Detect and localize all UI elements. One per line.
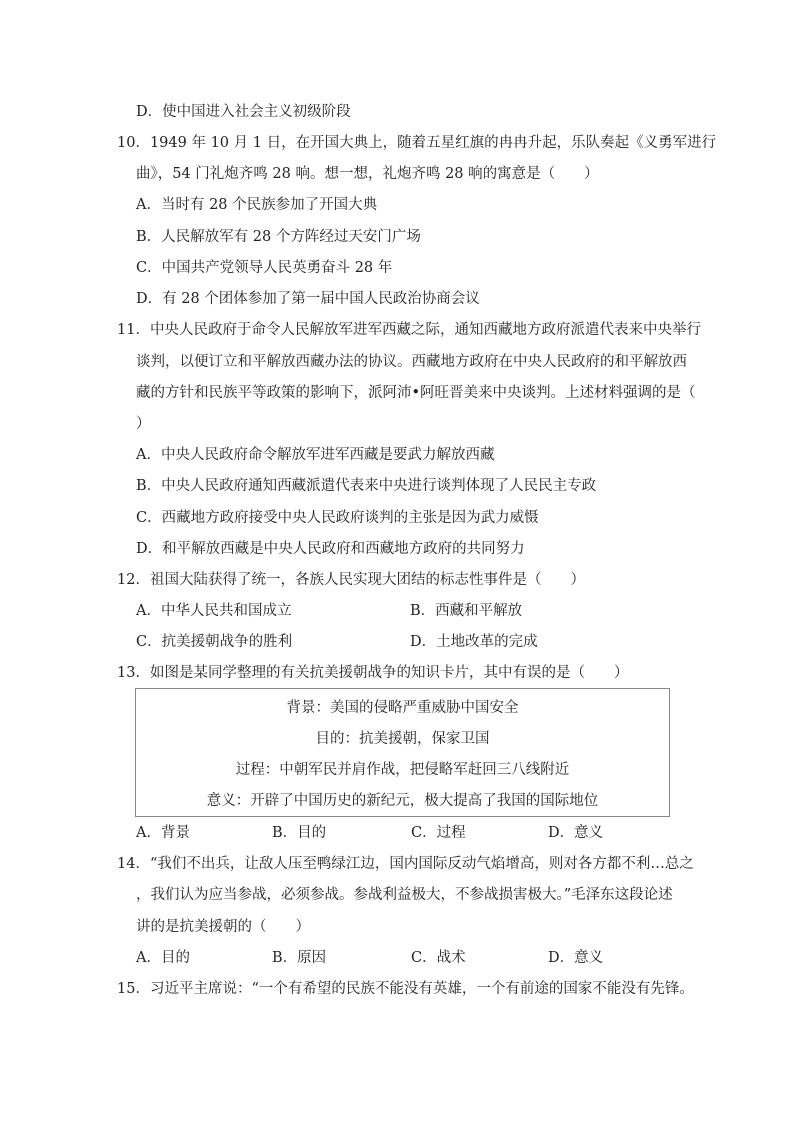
- q11-stem-line2: 谈判，以便订立和平解放西藏办法的协议。西藏地方政府在中央人民政府的和平解放西: [136, 354, 687, 370]
- q14-option-a: A．目的: [136, 950, 190, 966]
- q15-stem-line1: 15．习近平主席说：“一个有希望的民族不能没有英雄，一个有前途的国家不能没有先锋。: [117, 981, 694, 997]
- q14-stem-line3: 讲的是抗美援朝的（ ）: [136, 919, 310, 935]
- card-significance-line: 意义：开辟了中国历史的新纪元，极大提高了我国的国际地位: [206, 793, 599, 809]
- q10-stem-line2: 曲》，54 门礼炮齐鸣 28 响。想一想，礼炮齐鸣 28 响的寓意是（ ）: [136, 166, 599, 182]
- q13-option-b: B．目的: [272, 825, 327, 841]
- q13-stem: 13．如图是某同学整理的有关抗美援朝战争的知识卡片，其中有误的是（ ）: [117, 665, 629, 681]
- q12-option-c: C．抗美援朝战争的胜利: [136, 634, 293, 650]
- q14-option-d: D．意义: [548, 950, 604, 966]
- q9-option-d: D．使中国进入社会主义初级阶段: [136, 104, 351, 120]
- q10-option-b: B．人民解放军有 28 个方阵经过天安门广场: [136, 229, 421, 245]
- q10-option-c: C．中国共产党领导人民英勇奋斗 28 年: [136, 260, 393, 276]
- knowledge-card: [135, 688, 670, 817]
- card-purpose-line: 目的：抗美援朝，保家卫国: [315, 731, 490, 747]
- q14-option-c: C．战术: [411, 950, 466, 966]
- q10-option-d: D．有 28 个团体参加了第一届中国人民政治协商会议: [136, 291, 480, 307]
- q14-stem-line1: 14．“我们不出兵，让敌人压至鸭绿江边，国内国际反动气焰增高，则对各方都不利…总之: [117, 856, 694, 872]
- q14-stem-line2: ，我们认为应当参战，必须参战。参战利益极大，不参战损害极大。”毛泽东这段论述: [136, 887, 673, 903]
- q11-option-b: B．中央人民政府通知西藏派遣代表来中央进行谈判体现了人民民主专政: [136, 478, 597, 494]
- q11-option-d: D．和平解放西藏是中央人民政府和西藏地方政府的共同努力: [136, 541, 525, 557]
- q12-option-d: D．土地改革的完成: [410, 634, 538, 650]
- q11-stem-line3: 藏的方针和民族平等政策的影响下，派阿沛•阿旺晋美来中央谈判。上述材料强调的是（: [136, 385, 696, 401]
- q13-option-a: A．背景: [136, 825, 190, 841]
- q12-stem: 12．祖国大陆获得了统一，各族人民实现大团结的标志性事件是（ ）: [117, 572, 585, 588]
- q14-option-b: B．原因: [272, 950, 327, 966]
- q13-option-d: D．意义: [548, 825, 604, 841]
- q10-option-a: A．当时有 28 个民族参加了开国大典: [136, 197, 378, 213]
- q10-stem-line1: 10．1949 年 10 月 1 日，在开国大典上，随着五星红旗的冉冉升起，乐队奏起《义勇军进行: [117, 135, 717, 151]
- q11-stem-line4: ）: [136, 416, 151, 432]
- card-background-line: 背景：美国的侵略严重威胁中国安全: [286, 700, 519, 716]
- q12-option-b: B．西藏和平解放: [410, 603, 523, 619]
- q12-option-a: A．中华人民共和国成立: [136, 603, 292, 619]
- q11-option-a: A．中央人民政府命令解放军进军西藏是要武力解放西藏: [136, 447, 495, 463]
- q11-stem-line1: 11．中央人民政府于命令人民解放军进军西藏之际，通知西藏地方政府派遣代表来中央举行: [117, 322, 701, 338]
- card-process-line: 过程：中朝军民并肩作战，把侵略军赶回三八线附近: [235, 762, 570, 778]
- q13-option-c: C．过程: [411, 825, 466, 841]
- q11-option-c: C．西藏地方政府接受中央人民政府谈判的主张是因为武力威慑: [136, 510, 539, 526]
